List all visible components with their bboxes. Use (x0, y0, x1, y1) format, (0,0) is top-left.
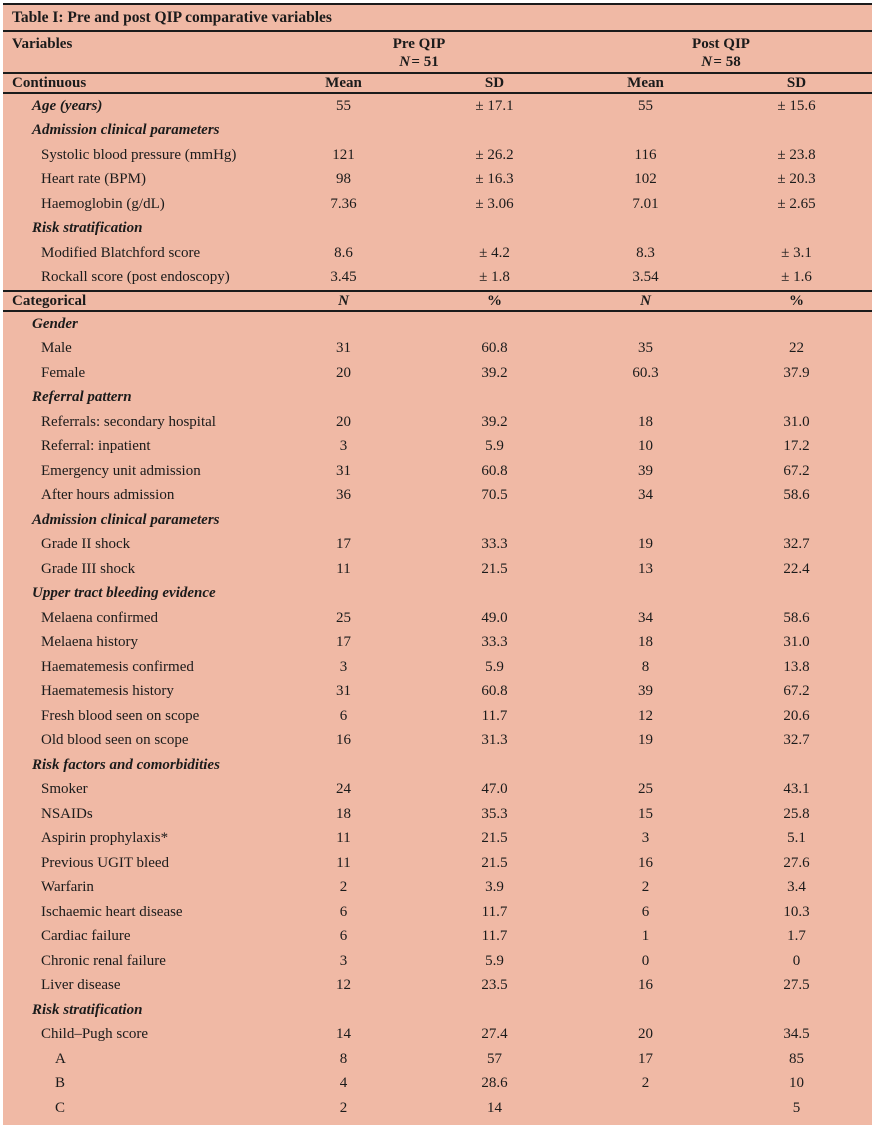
cell-value: 28.6 (481, 1075, 508, 1092)
table-row (3, 974, 872, 999)
table-row (3, 1023, 872, 1048)
table-row (3, 1096, 872, 1121)
table-row (3, 680, 872, 705)
table-row (3, 876, 872, 901)
cell-value: 11.7 (481, 707, 508, 724)
cell-value: 21.5 (481, 854, 508, 871)
section-header-row (3, 119, 872, 144)
cell-value: 8.3 (636, 244, 655, 261)
cell-value: 39 (638, 462, 653, 479)
cell-value: 5.9 (485, 658, 504, 675)
cell-value: ± 20.3 (777, 171, 816, 188)
table-row (3, 533, 872, 558)
row-label: Age (years) (32, 97, 103, 114)
cell-value: 7.36 (330, 195, 357, 212)
cell-value: 14 (336, 1026, 351, 1043)
post-qip-label: Post QIP (692, 36, 750, 52)
cell-value: 32.7 (783, 536, 810, 553)
table-row (3, 435, 872, 460)
cell-value: 31.3 (481, 732, 508, 749)
cell-value: 2 (339, 879, 348, 896)
row-label: B (55, 1075, 66, 1092)
cell-value: 11 (336, 830, 351, 847)
cell-value: 2 (641, 1075, 650, 1092)
post-qip-sample-size: N = 58 (701, 54, 741, 70)
cell-value: 0 (641, 952, 650, 969)
cell-value: 16 (336, 732, 351, 749)
row-label: Emergency unit admission (41, 462, 201, 479)
cell-value: ± 15.6 (777, 97, 816, 114)
cell-value: 2 (641, 879, 650, 896)
cell-value: ± 17.1 (475, 97, 514, 114)
table-row (3, 410, 872, 435)
cell-value: 39 (638, 683, 653, 700)
cell-value: 25 (638, 781, 653, 798)
section-label: Risk stratification (32, 220, 143, 237)
table-row (3, 827, 872, 852)
cell-value: N (338, 292, 349, 309)
cell-value: 31 (336, 462, 351, 479)
table-row (3, 94, 872, 119)
cell-value: 5.1 (787, 830, 806, 847)
cell-value: 43.1 (783, 781, 810, 798)
cell-value: 27.5 (783, 977, 810, 994)
table-row (3, 143, 872, 168)
cell-value: 6 (339, 903, 348, 920)
cell-value: 16 (638, 854, 653, 871)
row-label: Smoker (41, 781, 88, 798)
row-label: Heart rate (BPM) (41, 171, 146, 188)
table-row (3, 606, 872, 631)
row-label: Referrals: secondary hospital (41, 413, 216, 430)
section-label: Risk factors and comorbidities (32, 756, 220, 773)
pre-qip-label: Pre QIP (392, 36, 446, 52)
cell-value: 22 (789, 340, 804, 357)
cell-value: 2 (339, 1099, 348, 1116)
cell-value: 27.4 (481, 1026, 508, 1043)
cell-value: 15 (638, 805, 653, 822)
cell-value: 60.8 (481, 683, 508, 700)
section-header-row (3, 753, 872, 778)
cell-value: 14 (487, 1099, 502, 1116)
cell-value: 18 (638, 634, 653, 651)
cell-value: 36 (336, 487, 351, 504)
cell-value: 16 (638, 977, 653, 994)
cell-value: ± 26.2 (475, 146, 514, 163)
column-group-header-row (3, 32, 872, 72)
row-label: Systolic blood pressure (mmHg) (41, 146, 237, 163)
row-label: After hours admission (41, 487, 175, 504)
row-label: Female (41, 364, 86, 381)
cell-value: 19 (638, 536, 653, 553)
cell-value: 17 (638, 1050, 653, 1067)
table-row (3, 361, 872, 386)
row-label: Categorical (12, 292, 87, 309)
cell-value: 116 (634, 146, 657, 163)
cell-value: 7.01 (632, 195, 659, 212)
cell-value: 25 (336, 609, 351, 626)
cell-value: 3 (339, 438, 348, 455)
table-row (3, 655, 872, 680)
cell-value: 21.5 (481, 560, 508, 577)
cell-value: 13 (638, 560, 653, 577)
cell-value: 12 (638, 707, 653, 724)
cell-value: 5 (792, 1099, 801, 1116)
cell-value: 1.7 (787, 928, 806, 945)
cell-value: 8 (339, 1050, 348, 1067)
cell-value: 3.4 (787, 879, 806, 896)
table-title (3, 5, 872, 32)
row-label: Melaena confirmed (41, 609, 159, 626)
cell-value: 18 (638, 413, 653, 430)
cell-value: ± 4.2 (479, 244, 510, 261)
cell-value: 33.3 (481, 536, 508, 553)
section-header-row (3, 386, 872, 411)
cell-value: 70.5 (481, 487, 508, 504)
cell-value: 67.2 (783, 683, 810, 700)
cell-value: 60.8 (481, 340, 508, 357)
table-row (3, 778, 872, 803)
cell-value: 0 (792, 952, 801, 969)
cell-value: 17 (336, 634, 351, 651)
row-label: Warfarin (41, 879, 94, 896)
cell-value: Mean (325, 74, 362, 91)
row-label: Chronic renal failure (41, 952, 166, 969)
row-label: Ischaemic heart disease (41, 903, 183, 920)
table-row (3, 266, 872, 291)
cell-value: 21.5 (481, 830, 508, 847)
section-header-row (3, 582, 872, 607)
cell-value: 10 (638, 438, 653, 455)
section-label: Upper tract bleeding evidence (32, 585, 216, 602)
cell-value: 20 (336, 364, 351, 381)
table-row (3, 192, 872, 217)
cell-value: 85 (789, 1050, 804, 1067)
cell-value: 1 (641, 928, 650, 945)
table-row (3, 704, 872, 729)
cell-value: 31 (336, 340, 351, 357)
cell-value: 4 (339, 1075, 348, 1092)
cell-value: ± 3.06 (475, 195, 514, 212)
row-label: Old blood seen on scope (41, 732, 189, 749)
cell-value: 6 (339, 928, 348, 945)
pre-qip-sample-size: N = 51 (399, 54, 439, 70)
cell-value: 3.45 (330, 269, 357, 286)
cell-value: 24 (336, 781, 351, 798)
cell-value: ± 23.8 (777, 146, 816, 163)
section-header-row (3, 217, 872, 242)
cell-value: 31.0 (783, 634, 810, 651)
cell-value: 12 (336, 977, 351, 994)
row-label: Modified Blatchford score (41, 244, 201, 261)
cell-value: 57 (487, 1050, 502, 1067)
row-label: NSAIDs (41, 805, 93, 822)
table-row (3, 900, 872, 925)
row-label: Grade III shock (41, 560, 136, 577)
cell-value: 39.2 (481, 413, 508, 430)
post-qip-column-header (570, 35, 872, 72)
cell-value: 19 (638, 732, 653, 749)
table-row (3, 925, 872, 950)
cell-value: 5.9 (485, 438, 504, 455)
section-label: Admission clinical parameters (32, 511, 220, 528)
row-label: Previous UGIT bleed (41, 854, 170, 871)
cell-value: 3 (641, 830, 650, 847)
cell-value: 5.9 (485, 952, 504, 969)
cell-value: 35.3 (481, 805, 508, 822)
section-label: Risk stratification (32, 1001, 143, 1018)
cell-value: 55 (638, 97, 653, 114)
table-row (3, 337, 872, 362)
cell-value: 98 (336, 171, 351, 188)
cell-value: 34 (638, 609, 653, 626)
table-row (3, 851, 872, 876)
cell-value: Mean (627, 74, 664, 91)
cell-value: 27.6 (783, 854, 810, 871)
section-label: Referral pattern (32, 389, 132, 406)
row-label: Child–Pugh score (41, 1026, 149, 1043)
cell-value: % (487, 292, 502, 309)
row-label: Haematemesis history (41, 683, 174, 700)
table-row (3, 241, 872, 266)
cell-value: 17.2 (783, 438, 810, 455)
cell-value: 6 (339, 707, 348, 724)
cell-value: 34 (638, 487, 653, 504)
cell-value: 10.3 (783, 903, 810, 920)
cell-value: 20 (638, 1026, 653, 1043)
section-header-row (3, 312, 872, 337)
cell-value: 8 (641, 658, 650, 675)
comparative-variables-table (3, 3, 872, 1125)
cell-value: 102 (634, 171, 657, 188)
cell-value: 11 (336, 854, 351, 871)
row-label: Haemoglobin (g/dL) (41, 195, 165, 212)
cell-value: 20.6 (783, 707, 810, 724)
row-label: Referral: inpatient (41, 438, 151, 455)
cell-value: 49.0 (481, 609, 508, 626)
row-label: Melaena history (41, 634, 139, 651)
table-row (3, 459, 872, 484)
cell-value: 13.8 (783, 658, 810, 675)
section-label: Admission clinical parameters (32, 122, 220, 139)
cell-value: 8.6 (334, 244, 353, 261)
table-row (3, 949, 872, 974)
cell-value: 47.0 (481, 781, 508, 798)
pre-qip-column-header (268, 35, 570, 72)
cell-value: 23.5 (481, 977, 508, 994)
cell-value: 3 (339, 658, 348, 675)
table-row (3, 729, 872, 754)
cell-value: 25.8 (783, 805, 810, 822)
cell-value: SD (484, 74, 505, 91)
cell-value: ± 16.3 (475, 171, 514, 188)
cell-value: 6 (641, 903, 650, 920)
cell-value: 34.5 (783, 1026, 810, 1043)
cell-value: 33.3 (481, 634, 508, 651)
cell-value: ± 1.6 (781, 269, 812, 286)
table-title-text: Table I: Pre and post QIP comparative variables (12, 8, 332, 26)
cell-value: 3.54 (632, 269, 659, 286)
cell-value: 121 (332, 146, 355, 163)
table-row (3, 802, 872, 827)
variables-column-header: Variables (12, 36, 73, 52)
cell-value: ± 2.65 (777, 195, 816, 212)
cell-value: 32.7 (783, 732, 810, 749)
cell-value: 60.3 (632, 364, 659, 381)
table-row (3, 631, 872, 656)
cell-value: 39.2 (481, 364, 508, 381)
cell-value: 11.7 (481, 903, 508, 920)
cell-value: ± 1.8 (479, 269, 510, 286)
cell-value: ± 3.1 (781, 244, 812, 261)
cell-value: 3 (339, 952, 348, 969)
table-row (3, 168, 872, 193)
cell-value: 3.9 (485, 879, 504, 896)
cell-value: 31.0 (783, 413, 810, 430)
cell-value: SD (786, 74, 807, 91)
section-header-row (3, 508, 872, 533)
cell-value: % (789, 292, 804, 309)
table-row (3, 557, 872, 582)
column-header-row (3, 72, 872, 94)
column-header-row (3, 290, 872, 312)
cell-value: 17 (336, 536, 351, 553)
row-label: Grade II shock (41, 536, 131, 553)
row-label: A (55, 1050, 66, 1067)
cell-value: 67.2 (783, 462, 810, 479)
section-label: Gender (32, 315, 78, 332)
table-row (3, 1072, 872, 1097)
cell-value: 20 (336, 413, 351, 430)
row-label: Haematemesis confirmed (41, 658, 194, 675)
cell-value: 37.9 (783, 364, 810, 381)
cell-value: 60.8 (481, 462, 508, 479)
cell-value: 58.6 (783, 487, 810, 504)
cell-value: 11 (336, 560, 351, 577)
cell-value: 58.6 (783, 609, 810, 626)
row-label: Rockall score (post endoscopy) (41, 269, 230, 286)
cell-value: 31 (336, 683, 351, 700)
cell-value: 11.7 (481, 928, 508, 945)
row-label: Fresh blood seen on scope (41, 707, 200, 724)
row-label: Cardiac failure (41, 928, 131, 945)
cell-value: 55 (336, 97, 351, 114)
row-label: Aspirin prophylaxis* (41, 830, 169, 847)
cell-value: 22.4 (783, 560, 810, 577)
row-label: Liver disease (41, 977, 121, 994)
section-header-row (3, 998, 872, 1023)
cell-value: 35 (638, 340, 653, 357)
cell-value: 18 (336, 805, 351, 822)
cell-value: 10 (789, 1075, 804, 1092)
table-row (3, 1047, 872, 1072)
row-label: C (55, 1099, 66, 1116)
table-body (3, 72, 872, 1121)
row-label: Continuous (12, 74, 87, 91)
table-row (3, 484, 872, 509)
cell-value: N (640, 292, 651, 309)
row-label: Male (41, 340, 72, 357)
